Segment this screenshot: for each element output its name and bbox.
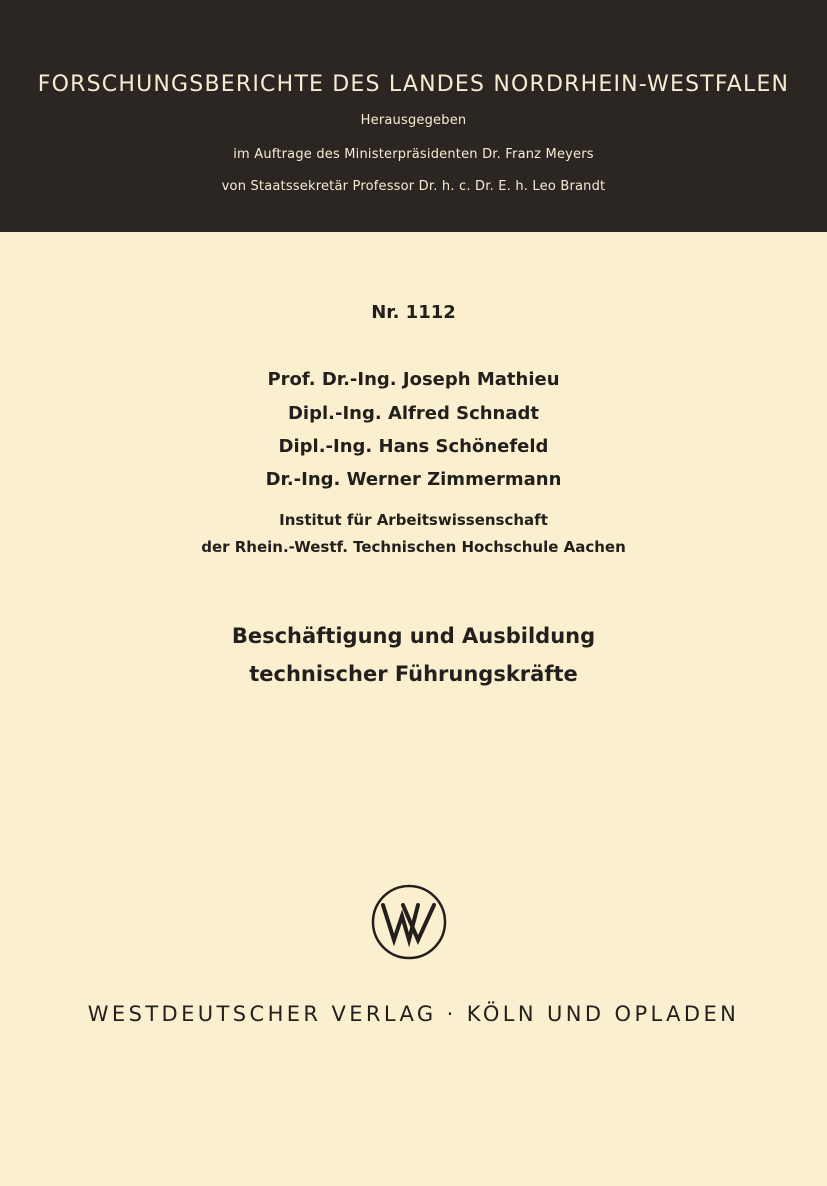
publisher-line: WESTDEUTSCHER VERLAG · KÖLN UND OPLADEN	[87, 1002, 740, 1026]
editor-name-line: von Staatssekretär Professor Dr. h. c. Dr. E. h. Leo Brandt	[221, 179, 606, 194]
westdeutscher-verlag-logo-icon	[370, 883, 448, 961]
author-4: Dr.-Ing. Werner Zimmermann	[265, 469, 562, 490]
series-title: FORSCHUNGSBERICHTE DES LANDES NORDRHEIN-WESTFALEN	[37, 72, 790, 97]
institute-line-1: Institut für Arbeitswissenschaft	[279, 511, 548, 529]
report-number: Nr. 1112	[371, 302, 456, 323]
commission-line: im Auftrage des Ministerpräsidenten Dr. Franz Meyers	[233, 147, 594, 162]
author-1: Prof. Dr.-Ing. Joseph Mathieu	[267, 369, 560, 390]
book-title-line-2: technischer Führungskräfte	[249, 662, 578, 686]
header-band	[0, 0, 827, 232]
editor-line: Herausgegeben	[360, 113, 467, 128]
institute-line-2: der Rhein.-Westf. Technischen Hochschule Aachen	[201, 538, 626, 556]
author-3: Dipl.-Ing. Hans Schönefeld	[278, 436, 549, 457]
book-title-line-1: Beschäftigung und Ausbildung	[231, 624, 596, 648]
author-2: Dipl.-Ing. Alfred Schnadt	[287, 403, 540, 424]
